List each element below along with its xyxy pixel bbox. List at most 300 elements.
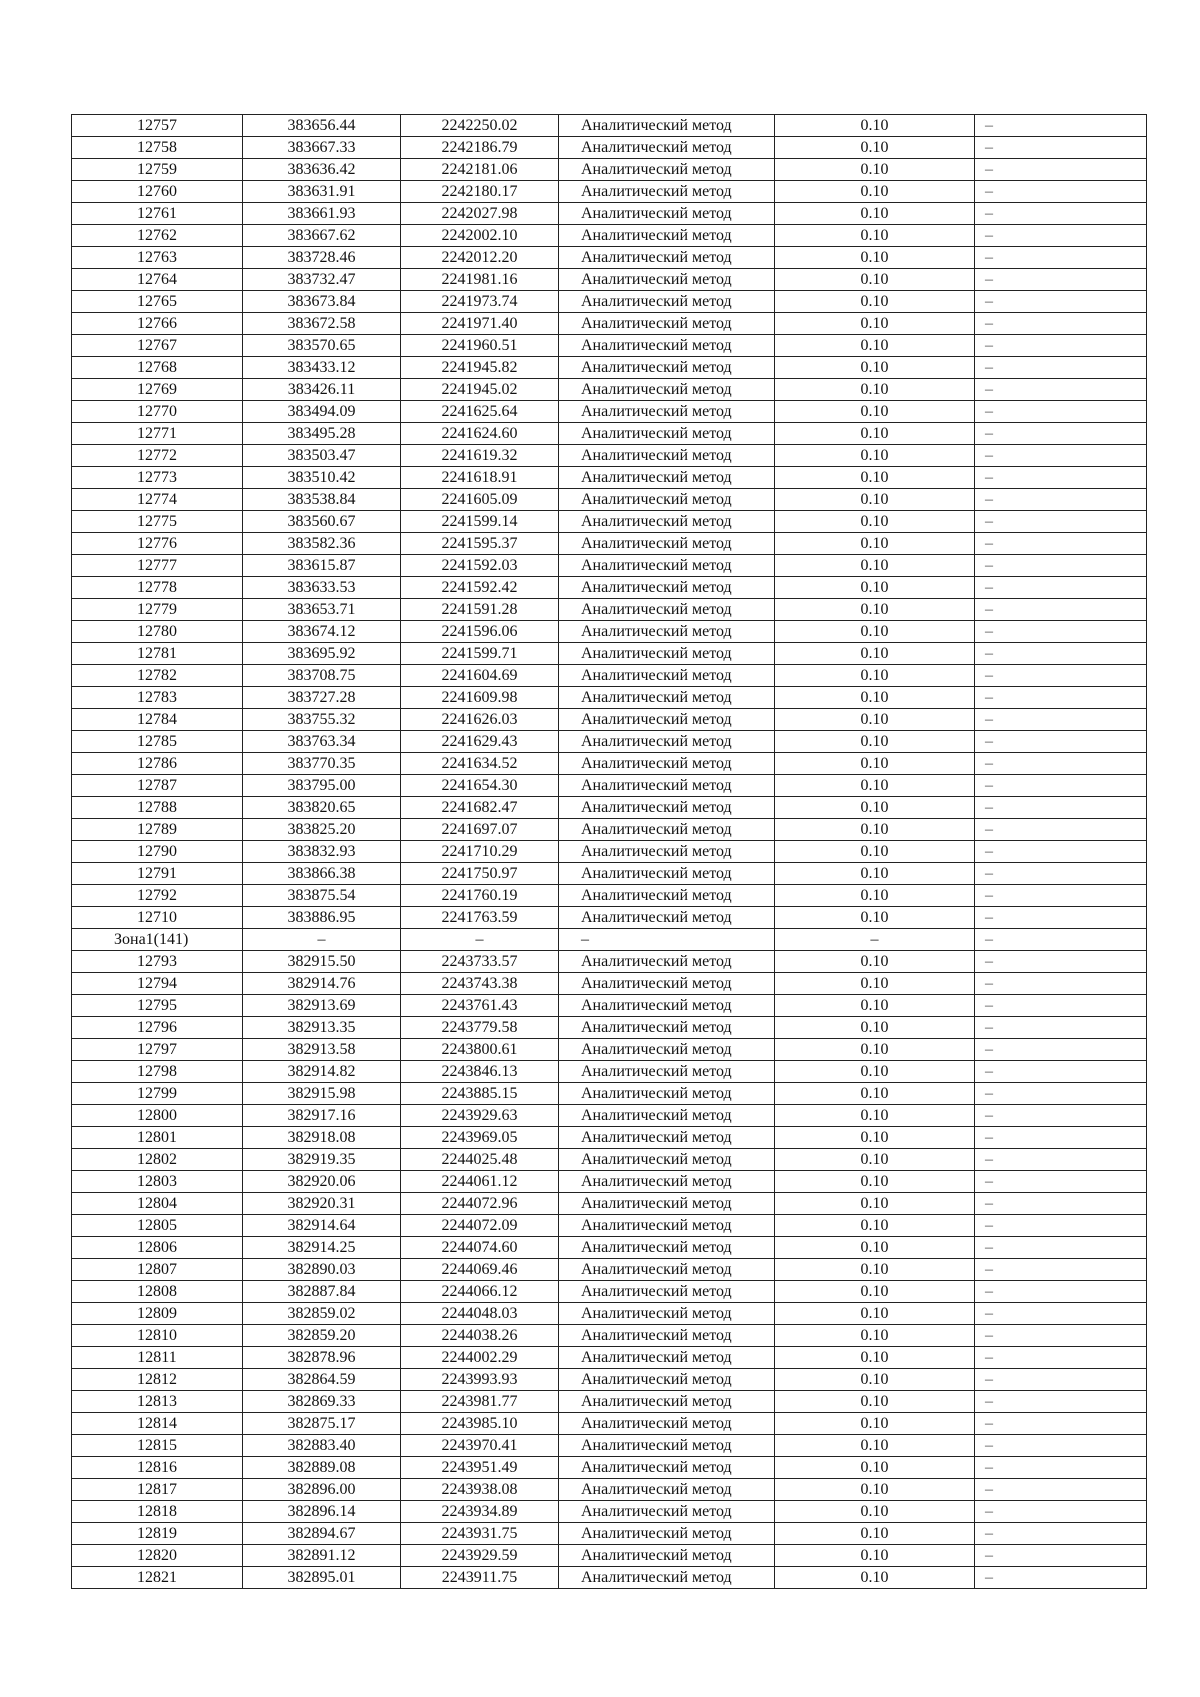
table-row <box>72 357 1147 379</box>
point-number: 12771 <box>72 423 243 445</box>
determination-method: Аналитический метод <box>559 1105 775 1127</box>
accuracy-value: 0.10 <box>775 1237 975 1259</box>
dash-cell: – <box>975 709 1147 731</box>
table-row <box>72 1039 1147 1061</box>
accuracy-value: 0.10 <box>775 1347 975 1369</box>
coordinate-y: 2241624.60 <box>401 423 559 445</box>
coordinate-y: 2244048.03 <box>401 1303 559 1325</box>
coordinate-x: 382890.03 <box>243 1259 401 1281</box>
determination-method: Аналитический метод <box>559 115 775 137</box>
point-number: 12806 <box>72 1237 243 1259</box>
determination-method: Аналитический метод <box>559 1259 775 1281</box>
dash-cell: – <box>975 1391 1147 1413</box>
table-row <box>72 313 1147 335</box>
table-row <box>72 181 1147 203</box>
accuracy-value: 0.10 <box>775 1303 975 1325</box>
point-number: 12761 <box>72 203 243 225</box>
coordinate-x: 383866.38 <box>243 863 401 885</box>
coordinate-x: 382894.67 <box>243 1523 401 1545</box>
accuracy-value: 0.10 <box>775 1369 975 1391</box>
determination-method: Аналитический метод <box>559 1435 775 1457</box>
coordinate-x: 382919.35 <box>243 1149 401 1171</box>
dash-cell: – <box>975 1523 1147 1545</box>
point-number: 12775 <box>72 511 243 533</box>
point-number: 12797 <box>72 1039 243 1061</box>
determination-method: Аналитический метод <box>559 335 775 357</box>
table-row <box>72 1479 1147 1501</box>
point-number: 12815 <box>72 1435 243 1457</box>
coordinate-y: 2241654.30 <box>401 775 559 797</box>
coordinate-y: 2244066.12 <box>401 1281 559 1303</box>
accuracy-value: 0.10 <box>775 709 975 731</box>
coordinate-x: 382859.02 <box>243 1303 401 1325</box>
dash-cell: – <box>975 1149 1147 1171</box>
accuracy-value: 0.10 <box>775 555 975 577</box>
dash-cell: – <box>975 643 1147 665</box>
coordinate-y: 2241710.29 <box>401 841 559 863</box>
point-number: 12819 <box>72 1523 243 1545</box>
determination-method: Аналитический метод <box>559 1479 775 1501</box>
accuracy-value: 0.10 <box>775 445 975 467</box>
determination-method: Аналитический метод <box>559 555 775 577</box>
determination-method: Аналитический метод <box>559 995 775 1017</box>
dash-cell: – <box>975 599 1147 621</box>
accuracy-value: 0.10 <box>775 1061 975 1083</box>
determination-method: Аналитический метод <box>559 357 775 379</box>
accuracy-value: 0.10 <box>775 621 975 643</box>
point-number: 12765 <box>72 291 243 313</box>
table-row <box>72 1567 1147 1589</box>
coordinate-y: 2242012.20 <box>401 247 559 269</box>
determination-method: Аналитический метод <box>559 1017 775 1039</box>
accuracy-value: 0.10 <box>775 247 975 269</box>
coordinate-x: 382887.84 <box>243 1281 401 1303</box>
dash-cell: – <box>975 401 1147 423</box>
dash-cell: – <box>975 445 1147 467</box>
table-body <box>72 115 1147 1589</box>
table-row <box>72 467 1147 489</box>
table-row <box>72 1281 1147 1303</box>
dash-cell: – <box>975 907 1147 929</box>
determination-method: Аналитический метод <box>559 599 775 621</box>
determination-method: Аналитический метод <box>559 797 775 819</box>
table-row <box>72 687 1147 709</box>
determination-method: Аналитический метод <box>559 753 775 775</box>
table-row <box>72 1435 1147 1457</box>
dash-cell: – <box>975 357 1147 379</box>
coordinate-x: 382891.12 <box>243 1545 401 1567</box>
point-number: 12786 <box>72 753 243 775</box>
accuracy-value: 0.10 <box>775 423 975 445</box>
point-number: 12803 <box>72 1171 243 1193</box>
coordinate-y: 2243800.61 <box>401 1039 559 1061</box>
accuracy-value: 0.10 <box>775 731 975 753</box>
point-number: 12812 <box>72 1369 243 1391</box>
point-number: 12787 <box>72 775 243 797</box>
point-number: 12764 <box>72 269 243 291</box>
coordinate-x: – <box>243 929 401 951</box>
determination-method: Аналитический метод <box>559 1567 775 1589</box>
point-number: 12757 <box>72 115 243 137</box>
coordinate-x: 382914.25 <box>243 1237 401 1259</box>
accuracy-value: 0.10 <box>775 1523 975 1545</box>
accuracy-value: 0.10 <box>775 467 975 489</box>
dash-cell: – <box>975 291 1147 313</box>
accuracy-value: 0.10 <box>775 775 975 797</box>
point-number: 12783 <box>72 687 243 709</box>
point-number: 12809 <box>72 1303 243 1325</box>
table-row <box>72 1237 1147 1259</box>
dash-cell: – <box>975 1369 1147 1391</box>
coordinate-y: 2243779.58 <box>401 1017 559 1039</box>
accuracy-value: 0.10 <box>775 1127 975 1149</box>
coordinates-table <box>71 114 1147 1589</box>
coordinate-y: 2241629.43 <box>401 731 559 753</box>
determination-method: Аналитический метод <box>559 819 775 841</box>
coordinate-y: 2243885.15 <box>401 1083 559 1105</box>
coordinate-x: 382914.64 <box>243 1215 401 1237</box>
table-row <box>72 643 1147 665</box>
dash-cell: – <box>975 1457 1147 1479</box>
table-row <box>72 1369 1147 1391</box>
accuracy-value: 0.10 <box>775 665 975 687</box>
coordinate-y: 2241618.91 <box>401 467 559 489</box>
coordinate-x: 383667.62 <box>243 225 401 247</box>
point-number: 12779 <box>72 599 243 621</box>
dash-cell: – <box>975 1413 1147 1435</box>
dash-cell: – <box>975 929 1147 951</box>
dash-cell: – <box>975 687 1147 709</box>
coordinate-y: 2241945.02 <box>401 379 559 401</box>
determination-method: Аналитический метод <box>559 291 775 313</box>
point-number: 12816 <box>72 1457 243 1479</box>
coordinate-y: 2241634.52 <box>401 753 559 775</box>
dash-cell: – <box>975 467 1147 489</box>
accuracy-value: – <box>775 929 975 951</box>
determination-method: Аналитический метод <box>559 1061 775 1083</box>
dash-cell: – <box>975 489 1147 511</box>
accuracy-value: 0.10 <box>775 1325 975 1347</box>
coordinate-y: 2241697.07 <box>401 819 559 841</box>
accuracy-value: 0.10 <box>775 687 975 709</box>
determination-method: Аналитический метод <box>559 885 775 907</box>
coordinate-x: 383615.87 <box>243 555 401 577</box>
coordinate-y: 2241971.40 <box>401 313 559 335</box>
table-row <box>72 137 1147 159</box>
dash-cell: – <box>975 1039 1147 1061</box>
coordinate-x: 383560.67 <box>243 511 401 533</box>
coordinate-x: 383674.12 <box>243 621 401 643</box>
coordinate-y: 2244038.26 <box>401 1325 559 1347</box>
point-number: 12817 <box>72 1479 243 1501</box>
coordinate-y: 2244072.96 <box>401 1193 559 1215</box>
accuracy-value: 0.10 <box>775 379 975 401</box>
accuracy-value: 0.10 <box>775 203 975 225</box>
table-row <box>72 555 1147 577</box>
table-row <box>72 379 1147 401</box>
determination-method: Аналитический метод <box>559 775 775 797</box>
table-row <box>72 1303 1147 1325</box>
table-row <box>72 885 1147 907</box>
coordinate-y: 2243993.93 <box>401 1369 559 1391</box>
accuracy-value: 0.10 <box>775 1479 975 1501</box>
table-row <box>72 115 1147 137</box>
table-row <box>72 423 1147 445</box>
point-number: 12782 <box>72 665 243 687</box>
coordinate-x: 383633.53 <box>243 577 401 599</box>
accuracy-value: 0.10 <box>775 357 975 379</box>
coordinate-x: 383582.36 <box>243 533 401 555</box>
determination-method: Аналитический метод <box>559 1193 775 1215</box>
coordinate-y: 2244074.60 <box>401 1237 559 1259</box>
point-number: 12799 <box>72 1083 243 1105</box>
table-row <box>72 291 1147 313</box>
accuracy-value: 0.10 <box>775 533 975 555</box>
table-row <box>72 973 1147 995</box>
determination-method: Аналитический метод <box>559 269 775 291</box>
table-row <box>72 797 1147 819</box>
table-row <box>72 1105 1147 1127</box>
point-number: 12814 <box>72 1413 243 1435</box>
point-number: 12805 <box>72 1215 243 1237</box>
dash-cell: – <box>975 1259 1147 1281</box>
table-row <box>72 489 1147 511</box>
coordinate-x: 383653.71 <box>243 599 401 621</box>
table-row <box>72 335 1147 357</box>
table-row <box>72 1149 1147 1171</box>
accuracy-value: 0.10 <box>775 225 975 247</box>
dash-cell: – <box>975 1193 1147 1215</box>
coordinate-x: 383426.11 <box>243 379 401 401</box>
coordinate-y: 2241605.09 <box>401 489 559 511</box>
accuracy-value: 0.10 <box>775 137 975 159</box>
determination-method: Аналитический метод <box>559 225 775 247</box>
coordinate-x: 383661.93 <box>243 203 401 225</box>
determination-method: Аналитический метод <box>559 1413 775 1435</box>
determination-method: Аналитический метод <box>559 1215 775 1237</box>
dash-cell: – <box>975 621 1147 643</box>
coordinate-x: 382918.08 <box>243 1127 401 1149</box>
accuracy-value: 0.10 <box>775 511 975 533</box>
accuracy-value: 0.10 <box>775 181 975 203</box>
point-number: 12778 <box>72 577 243 599</box>
coordinate-y: 2243931.75 <box>401 1523 559 1545</box>
dash-cell: – <box>975 1215 1147 1237</box>
table-row <box>72 863 1147 885</box>
table-row <box>72 577 1147 599</box>
dash-cell: – <box>975 1479 1147 1501</box>
coordinate-y: 2244072.09 <box>401 1215 559 1237</box>
accuracy-value: 0.10 <box>775 1567 975 1589</box>
table-row <box>72 731 1147 753</box>
determination-method: Аналитический метод <box>559 643 775 665</box>
determination-method: Аналитический метод <box>559 511 775 533</box>
table-row <box>72 1083 1147 1105</box>
coordinate-y: 2241682.47 <box>401 797 559 819</box>
coordinate-y: 2243970.41 <box>401 1435 559 1457</box>
table-row <box>72 1259 1147 1281</box>
table-row <box>72 203 1147 225</box>
dash-cell: – <box>975 753 1147 775</box>
dash-cell: – <box>975 951 1147 973</box>
coordinate-x: 382896.14 <box>243 1501 401 1523</box>
determination-method: Аналитический метод <box>559 1083 775 1105</box>
determination-method: Аналитический метод <box>559 1281 775 1303</box>
coordinate-y: 2244061.12 <box>401 1171 559 1193</box>
coordinate-y: 2241760.19 <box>401 885 559 907</box>
coordinate-x: 383673.84 <box>243 291 401 313</box>
dash-cell: – <box>975 797 1147 819</box>
coordinate-y: 2242002.10 <box>401 225 559 247</box>
determination-method: Аналитический метод <box>559 137 775 159</box>
accuracy-value: 0.10 <box>775 1193 975 1215</box>
table-row <box>72 665 1147 687</box>
coordinate-x: 383538.84 <box>243 489 401 511</box>
determination-method: Аналитический метод <box>559 203 775 225</box>
coordinate-y: 2241945.82 <box>401 357 559 379</box>
coordinate-x: 383495.28 <box>243 423 401 445</box>
determination-method: Аналитический метод <box>559 951 775 973</box>
point-number: 12818 <box>72 1501 243 1523</box>
coordinate-x: 383755.32 <box>243 709 401 731</box>
coordinate-y: 2243733.57 <box>401 951 559 973</box>
table-row <box>72 709 1147 731</box>
accuracy-value: 0.10 <box>775 115 975 137</box>
coordinate-x: 382889.08 <box>243 1457 401 1479</box>
table-row <box>72 907 1147 929</box>
accuracy-value: 0.10 <box>775 269 975 291</box>
dash-cell: – <box>975 379 1147 401</box>
point-number: 12788 <box>72 797 243 819</box>
accuracy-value: 0.10 <box>775 951 975 973</box>
dash-cell: – <box>975 731 1147 753</box>
coordinate-y: 2244025.48 <box>401 1149 559 1171</box>
determination-method: Аналитический метод <box>559 533 775 555</box>
table-row <box>72 225 1147 247</box>
coordinate-x: 383494.09 <box>243 401 401 423</box>
dash-cell: – <box>975 115 1147 137</box>
dash-cell: – <box>975 1083 1147 1105</box>
point-number: 12811 <box>72 1347 243 1369</box>
accuracy-value: 0.10 <box>775 1017 975 1039</box>
point-number: 12802 <box>72 1149 243 1171</box>
table-row <box>72 1501 1147 1523</box>
dash-cell: – <box>975 885 1147 907</box>
coordinate-y: 2241609.98 <box>401 687 559 709</box>
coordinate-x: 382896.00 <box>243 1479 401 1501</box>
coordinate-y: 2243846.13 <box>401 1061 559 1083</box>
coordinate-y: 2241595.37 <box>401 533 559 555</box>
coordinate-y: 2243981.77 <box>401 1391 559 1413</box>
coordinate-x: 383656.44 <box>243 115 401 137</box>
point-number: 12762 <box>72 225 243 247</box>
determination-method: Аналитический метод <box>559 665 775 687</box>
determination-method: Аналитический метод <box>559 1237 775 1259</box>
accuracy-value: 0.10 <box>775 643 975 665</box>
dash-cell: – <box>975 1435 1147 1457</box>
accuracy-value: 0.10 <box>775 1105 975 1127</box>
dash-cell: – <box>975 841 1147 863</box>
coordinate-y: 2243938.08 <box>401 1479 559 1501</box>
accuracy-value: 0.10 <box>775 401 975 423</box>
coordinate-x: 383763.34 <box>243 731 401 753</box>
table-row <box>72 247 1147 269</box>
point-number: 12710 <box>72 907 243 929</box>
coordinate-x: 383728.46 <box>243 247 401 269</box>
coordinate-x: 382878.96 <box>243 1347 401 1369</box>
determination-method: Аналитический метод <box>559 1369 775 1391</box>
table-row <box>72 1347 1147 1369</box>
table-row <box>72 1061 1147 1083</box>
point-number: 12773 <box>72 467 243 489</box>
determination-method: Аналитический метод <box>559 1501 775 1523</box>
determination-method: Аналитический метод <box>559 709 775 731</box>
dash-cell: – <box>975 1303 1147 1325</box>
coordinate-x: 382895.01 <box>243 1567 401 1589</box>
zone-row <box>72 929 1147 951</box>
point-number: 12791 <box>72 863 243 885</box>
accuracy-value: 0.10 <box>775 1083 975 1105</box>
dash-cell: – <box>975 511 1147 533</box>
dash-cell: – <box>975 335 1147 357</box>
point-number: 12795 <box>72 995 243 1017</box>
coordinate-y: 2244069.46 <box>401 1259 559 1281</box>
determination-method: Аналитический метод <box>559 577 775 599</box>
table-row <box>72 1017 1147 1039</box>
point-number: 12807 <box>72 1259 243 1281</box>
table-row <box>72 995 1147 1017</box>
accuracy-value: 0.10 <box>775 489 975 511</box>
determination-method: Аналитический метод <box>559 1127 775 1149</box>
determination-method: Аналитический метод <box>559 907 775 929</box>
coordinate-y: – <box>401 929 559 951</box>
coordinate-y: 2241592.42 <box>401 577 559 599</box>
coordinate-y: 2241625.64 <box>401 401 559 423</box>
determination-method: – <box>559 929 775 951</box>
point-number: 12808 <box>72 1281 243 1303</box>
coordinate-y: 2243761.43 <box>401 995 559 1017</box>
coordinate-x: 383695.92 <box>243 643 401 665</box>
dash-cell: – <box>975 423 1147 445</box>
determination-method: Аналитический метод <box>559 181 775 203</box>
accuracy-value: 0.10 <box>775 1259 975 1281</box>
accuracy-value: 0.10 <box>775 841 975 863</box>
point-number: 12774 <box>72 489 243 511</box>
dash-cell: – <box>975 159 1147 181</box>
dash-cell: – <box>975 555 1147 577</box>
table-row <box>72 445 1147 467</box>
point-number: 12790 <box>72 841 243 863</box>
table-row <box>72 841 1147 863</box>
dash-cell: – <box>975 1325 1147 1347</box>
point-number: 12763 <box>72 247 243 269</box>
point-number: 12784 <box>72 709 243 731</box>
accuracy-value: 0.10 <box>775 995 975 1017</box>
accuracy-value: 0.10 <box>775 753 975 775</box>
table-row <box>72 1325 1147 1347</box>
coordinate-x: 382920.31 <box>243 1193 401 1215</box>
coordinate-y: 2242180.17 <box>401 181 559 203</box>
table-row <box>72 1413 1147 1435</box>
table-row <box>72 159 1147 181</box>
coordinate-x: 382915.98 <box>243 1083 401 1105</box>
coordinate-x: 382875.17 <box>243 1413 401 1435</box>
coordinate-x: 383727.28 <box>243 687 401 709</box>
dash-cell: – <box>975 863 1147 885</box>
coordinate-y: 2241599.71 <box>401 643 559 665</box>
coordinate-y: 2243743.38 <box>401 973 559 995</box>
dash-cell: – <box>975 1347 1147 1369</box>
